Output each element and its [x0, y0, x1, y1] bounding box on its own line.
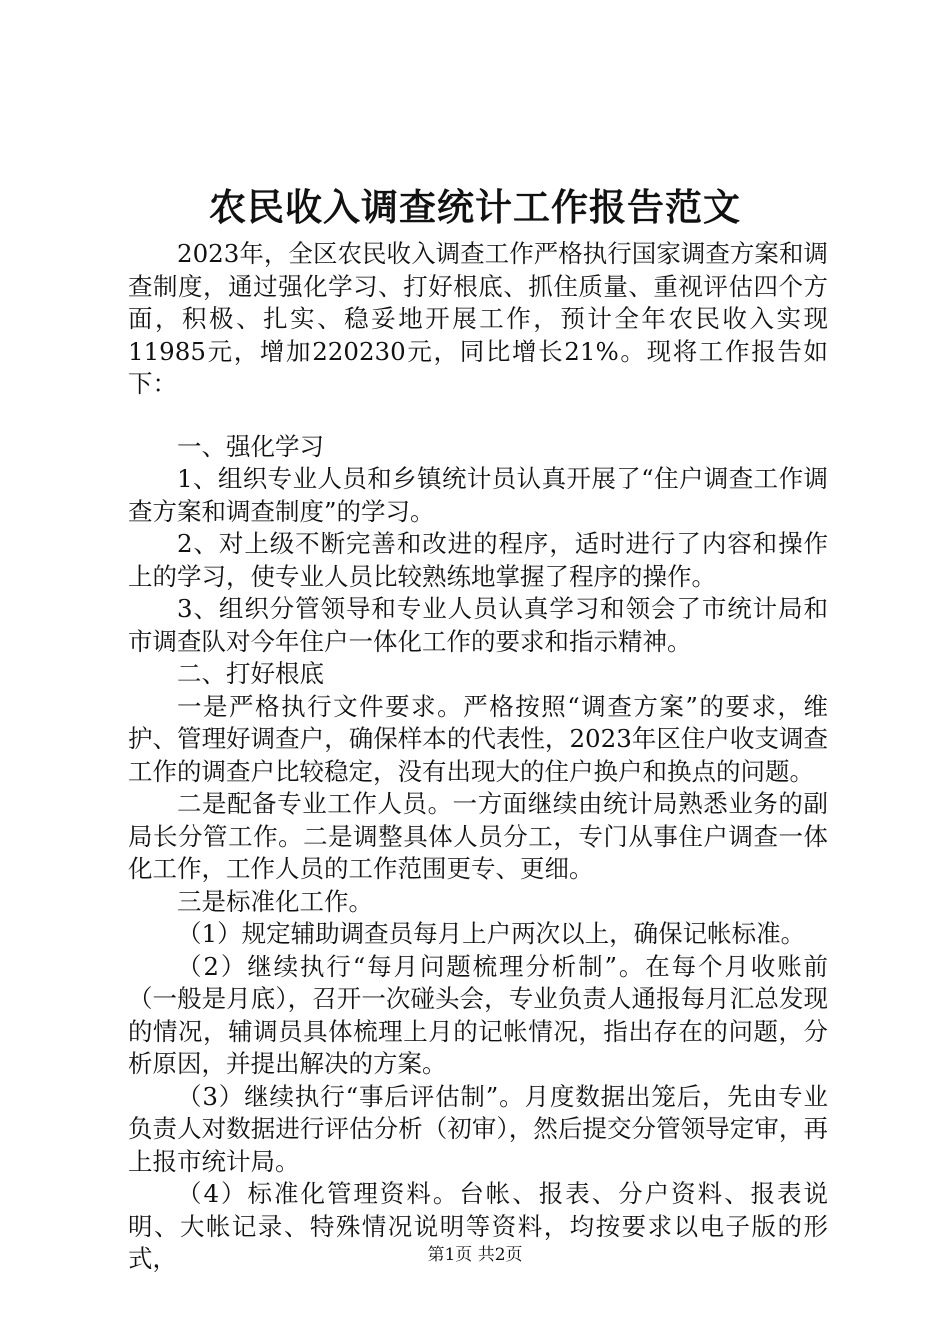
list-item-1: （1）规定辅助调查员每月上户两次以上，确保记帐标准。 — [177, 919, 806, 948]
list-item-4: （4）标准化管理资料。台帐、报表、分户资料、报表说明、大帐记录、特殊情况说明等资料，均按要求以电子版的形式， — [128, 1179, 828, 1273]
section-heading-2: 二、打好根底 — [177, 659, 324, 688]
intro-paragraph: 2023年，全区农民收入调查工作严格执行国家调查方案和调查制度，通过强化学习、打好根底、抓住质量、重视评估四个方面，积极、扎实、稳妥地开展工作，预计全年农民收入实现11985元，增加220230元，同比增长21%。现将工作报告如下： — [128, 239, 828, 398]
paragraph-1-1: 1、组织专业人员和乡镇统计员认真开展了“住户调查工作调查方案和调查制度”的学习。 — [128, 464, 828, 526]
paragraph-1-3: 3、组织分管领导和专业人员认真学习和领会了市统计局和市调查队对今年住户一体化工作的要求和指示精神。 — [128, 594, 828, 656]
section-heading-1: 一、强化学习 — [177, 431, 324, 461]
list-item-3: （3）继续执行“事后评估制”。月度数据出笼后，先由专业负责人对数据进行评估分析（初审），然后提交分管领导定审，再上报市统计局。 — [128, 1081, 828, 1176]
paragraph-2-2: 二是配备专业工作人员。一方面继续由统计局熟悉业务的副局长分管工作。二是调整具体人员分工，专门从事住户调查一体化工作，工作人员的工作范围更专、更细。 — [128, 789, 828, 883]
page-footer: 第1页 共2页 — [427, 1245, 523, 1265]
document-body — [128, 238, 828, 1276]
paragraph-1-2: 2、对上级不断完善和改进的程序，适时进行了内容和操作上的学习，使专业人员比较熟练地掌握了程序的操作。 — [128, 529, 828, 591]
paragraph-2-1: 一是严格执行文件要求。严格按照“调查方案”的要求，维护、管理好调查户，确保样本的代表性，2023年区住户收支调查工作的调查户比较稳定，没有出现大的住户换户和换点的问题。 — [128, 691, 828, 786]
document-title: 农民收入调查统计工作报告范文 — [209, 185, 741, 229]
paragraph-2-3: 三是标准化工作。 — [177, 886, 373, 916]
list-item-2: （2）继续执行“每月问题梳理分析制”。在每个月收账前（一般是月底），召开一次碰头会，专业负责人通报每月汇总发现的情况，辅调员具体梳理上月的记帐情况，指出存在的问题，分析原因，并提出解决的方案。 — [128, 951, 828, 1078]
paragraph-gap — [128, 401, 828, 431]
